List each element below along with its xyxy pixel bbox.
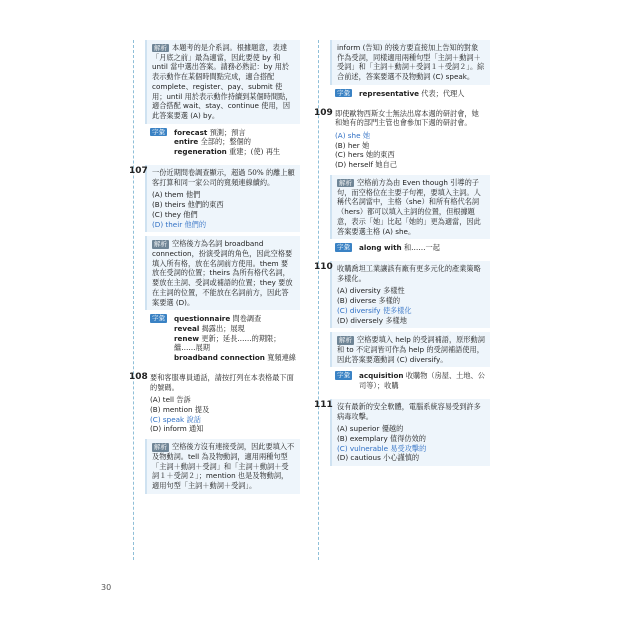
right-column <box>314 40 490 470</box>
question-107 <box>129 165 300 363</box>
option-b: (B) exemplary 值得仿效的 <box>337 434 426 443</box>
option-a: (A) them 他們 <box>152 190 201 200</box>
option-c: (C) they 他們 <box>152 209 198 219</box>
intro-vocab <box>150 128 300 157</box>
option-d: (D) diversely 多樣地 <box>337 315 407 325</box>
vocab-tag: 字彙 <box>337 243 350 252</box>
analysis-text: 空格前方為由 Even though 引導的子句，而空格位在主要子句裡，要填入主詞。人稱代名詞當中，主格（she）和所有格代名詞（hers）都可以填入主詞的位置，但根據題意，表示「她」比起「她的」更為適當，因此答案要選主格 (A) she。 <box>337 177 481 236</box>
left-column <box>129 40 300 498</box>
analysis-block <box>330 175 490 239</box>
vocab-tag: 字彙 <box>152 127 165 136</box>
analysis-block <box>145 439 300 494</box>
analysis-text: 本題考的是介系詞。根據題意，表達「月底之前」最為適當，因此要使 by 和 until 當中選出答案。請務必熟記：by 用於表示動作在某個時間點完成，適合搭配 complete、register、pay、submit 使用；until 用於表示動作持續到某個時間點，適合搭配 wait、stay、continue 使用，因此答案要選 (A) by。 <box>152 43 293 121</box>
vocab-meaning: 全部的；整個的 <box>200 137 251 147</box>
vocab-meaning: 和……一起 <box>403 243 440 253</box>
option-b: (B) mention 提及 <box>150 405 210 414</box>
vocab-tag: 字彙 <box>337 88 350 97</box>
question-108 <box>129 371 300 494</box>
question-number: 111 <box>314 399 333 410</box>
continued-analysis <box>330 40 490 85</box>
continued-vocab <box>335 89 490 99</box>
option-c-correct: (C) speak 說話 <box>150 414 201 424</box>
analysis-text: inform (告知) 的後方要直接加上告知的對象作為受詞，同樣適用兩種句型「主詞＋動詞＋受詞」和「主詞＋動詞＋受詞１＋受詞２」。綜合前述，答案要選不及物動詞 (C) speak。 <box>337 43 485 82</box>
question-block <box>145 165 300 232</box>
option-a: (A) superior 優越的 <box>337 424 404 434</box>
vocab-block <box>150 314 300 363</box>
vocab-meaning: 重建；(使) 再生 <box>229 147 281 157</box>
vocab-meaning: 代表；代理人 <box>421 88 465 98</box>
page-number: 30 <box>101 583 112 592</box>
question-block <box>330 399 490 466</box>
option-c-correct: (C) diversify 使多樣化 <box>337 305 412 315</box>
vocab-word: representative <box>359 88 419 98</box>
question-number: 110 <box>314 261 333 272</box>
question-text: 沒有最新的安全軟體，電腦系統容易受到許多病毒攻擊。 <box>337 401 481 421</box>
question-text: 一份近期問卷調查顯示，超過 50% 的離上顧客打算和同一家公司的寬頻連線續約。 <box>152 167 295 187</box>
vocab-word: entire <box>174 137 199 147</box>
vocab-tag: 字彙 <box>152 314 165 323</box>
option-d: (D) inform 通知 <box>150 424 204 434</box>
intro-analysis <box>145 40 300 124</box>
vocab-word: acquisition <box>359 371 404 381</box>
vocab-meaning: 繼……展期 <box>174 343 210 353</box>
analysis-text: 空格後方沒有連接受詞，因此要填入不及物動詞。tell 為及物動詞，適用兩種句型「主詞＋動詞＋受詞」和「主詞＋動詞＋受詞１＋受詞２」；mention 也是及物動詞，適用句型「主詞＋動詞＋受詞」。 <box>152 442 295 491</box>
vocab-block <box>335 371 490 390</box>
option-b: (B) theirs 他們的東西 <box>152 200 224 210</box>
option-b: (B) diverse 多樣的 <box>337 296 401 306</box>
question-number: 108 <box>129 371 148 382</box>
option-b: (B) her 她 <box>335 140 370 150</box>
analysis-tag: 解析 <box>154 443 167 452</box>
option-d: (D) herself 她自己 <box>335 160 397 170</box>
vocab-meaning: 收購物（房屋、土地、公司等）；收購 <box>359 371 485 391</box>
left-divider <box>133 40 134 560</box>
option-a: (A) tell 告訴 <box>150 395 191 405</box>
analysis-tag: 解析 <box>339 178 352 187</box>
question-111 <box>314 399 490 466</box>
question-text: 收購喬坦工業讓該有廠有更多元化的產業策略多樣化。 <box>337 263 481 283</box>
analysis-tag: 解析 <box>154 240 167 249</box>
question-number: 109 <box>314 107 333 118</box>
question-text: 要和客服專員通話，請按打列在本表格最下面的號碼。 <box>150 372 294 392</box>
vocab-word: renew <box>174 333 200 343</box>
question-number: 107 <box>129 165 148 176</box>
option-a-correct: (A) she 她 <box>335 131 371 141</box>
vocab-word: forecast <box>174 127 208 137</box>
question-110 <box>314 261 490 391</box>
question-block <box>145 371 300 436</box>
vocab-meaning: 寬頻連線 <box>267 353 296 363</box>
question-block <box>330 107 490 172</box>
vocab-word: questionnaire <box>174 314 231 324</box>
option-a: (A) diversity 多樣性 <box>337 286 405 296</box>
question-text: 即使歐物西斯女士無法出席本週的研討會，她和她有的部門主管也會參加下週的研討會。 <box>335 108 479 128</box>
vocab-word: reveal <box>174 323 200 333</box>
option-c-correct: (C) vulnerable 易受攻擊的 <box>337 443 427 453</box>
vocab-block <box>335 243 490 253</box>
vocab-meaning: 更新；延長……的期限； <box>201 333 281 343</box>
question-109 <box>314 107 490 253</box>
analysis-text: 空格後方為名詞 broadband connection，扮演受詞的角色，因此空格要填入所有格，放在名詞前方使用。them 要放在受詞的位置；theirs 為所有格代名詞，要放在主詞、受詞或補語的位置；they 要放在主詞的位置，不能放在名詞前方，因此答案要選 (D)。 <box>152 239 293 307</box>
vocab-word: regeneration <box>174 147 227 157</box>
vocab-word: along with <box>359 243 402 253</box>
analysis-block <box>330 332 490 367</box>
option-c: (C) hers 她的東西 <box>335 150 395 160</box>
option-d-correct: (D) their 他們的 <box>152 219 207 229</box>
vocab-meaning: 預測；預言 <box>209 127 246 137</box>
vocab-tag: 字彙 <box>337 371 350 380</box>
option-d: (D) cautious 小心謹慎的 <box>337 453 420 463</box>
analysis-tag: 解析 <box>339 336 352 345</box>
analysis-text: 空格要填入 help 的受詞補語，原形動詞和 to 不定詞皆可作為 help 的受詞補語使用，因此答案要選動詞 (C) diversify。 <box>337 335 485 364</box>
analysis-block <box>145 236 300 310</box>
vocab-meaning: 揭露出；展現 <box>201 323 245 333</box>
vocab-meaning: 問卷調查 <box>232 314 262 324</box>
vocab-word: broadband connection <box>174 353 265 363</box>
question-block <box>330 261 490 328</box>
analysis-tag: 解析 <box>154 44 167 52</box>
